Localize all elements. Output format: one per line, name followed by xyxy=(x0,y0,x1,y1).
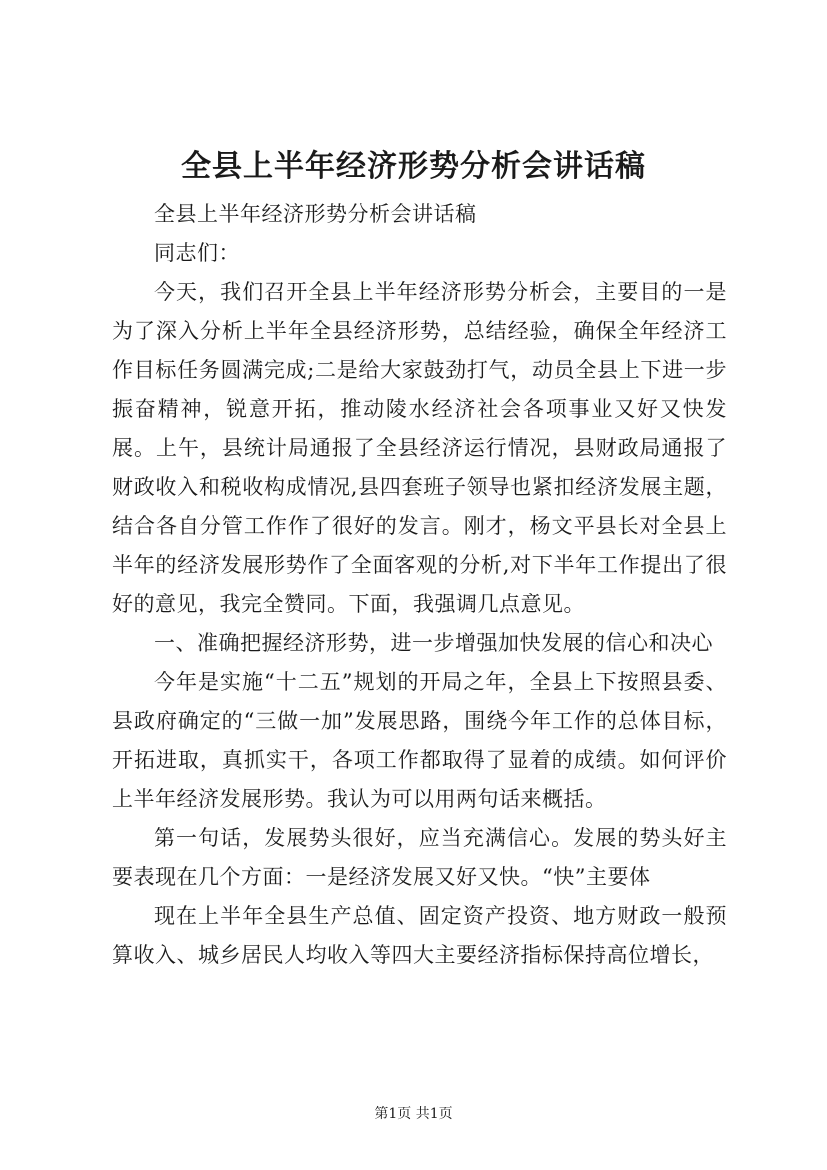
paragraph-continuation: 现在上半年全县生产总值、固定资产投资、地方财政一般预算收入、城乡居民人均收入等四大主要经济指标保持高位增长， xyxy=(112,904,727,967)
page-footer: 第1页 共1页 xyxy=(374,1106,453,1122)
section-heading: 一、准确把握经济形势，进一步增强加快发展的信心和决心 xyxy=(154,631,713,655)
document-title: 全县上半年经济形势分析会讲话稿 xyxy=(181,149,646,184)
paragraph-subtitle: 全县上半年经济形势分析会讲话稿 xyxy=(154,202,477,226)
document-body xyxy=(112,195,727,975)
paragraph-opening: 今天，我们召开全县上半年经济形势分析会，主要目的一是为了深入分析上半年全县经济形势，总结经验，确保全年经济工作目标任务圆满完成;二是给大家鼓劲打气，动员全县上下进一步振奋精神，锐意开拓，推动陵水经济社会各项事业又好又快发展。上午，县统计局通报了全县经济运行情况，县财政局通报了财政收入和税收构成情况,县四套班子领导也紧扣经济发展主题，结合各自分管工作作了很好的发言。刚才，杨文平县长对全县上半年的经济发展形势作了全面客观的分析,对下半年工作提出了很好的意见，我完全赞同。下面，我强调几点意见。 xyxy=(112,280,727,616)
paragraph-context: 今年是实施“十二五”规划的开局之年，全县上下按照县委、县政府确定的“三做一加”发展思路，围绕今年工作的总体目标，开拓进取，真抓实干，各项工作都取得了显着的成绩。如何评价上半年经济发展形势。我认为可以用两句话来概括。 xyxy=(112,670,727,811)
paragraph-first-point: 第一句话，发展势头很好，应当充满信心。发展的势头好主要表现在几个方面：一是经济发展又好又快。“快”主要体 xyxy=(112,826,727,889)
paragraph-salutation: 同志们： xyxy=(154,241,240,265)
